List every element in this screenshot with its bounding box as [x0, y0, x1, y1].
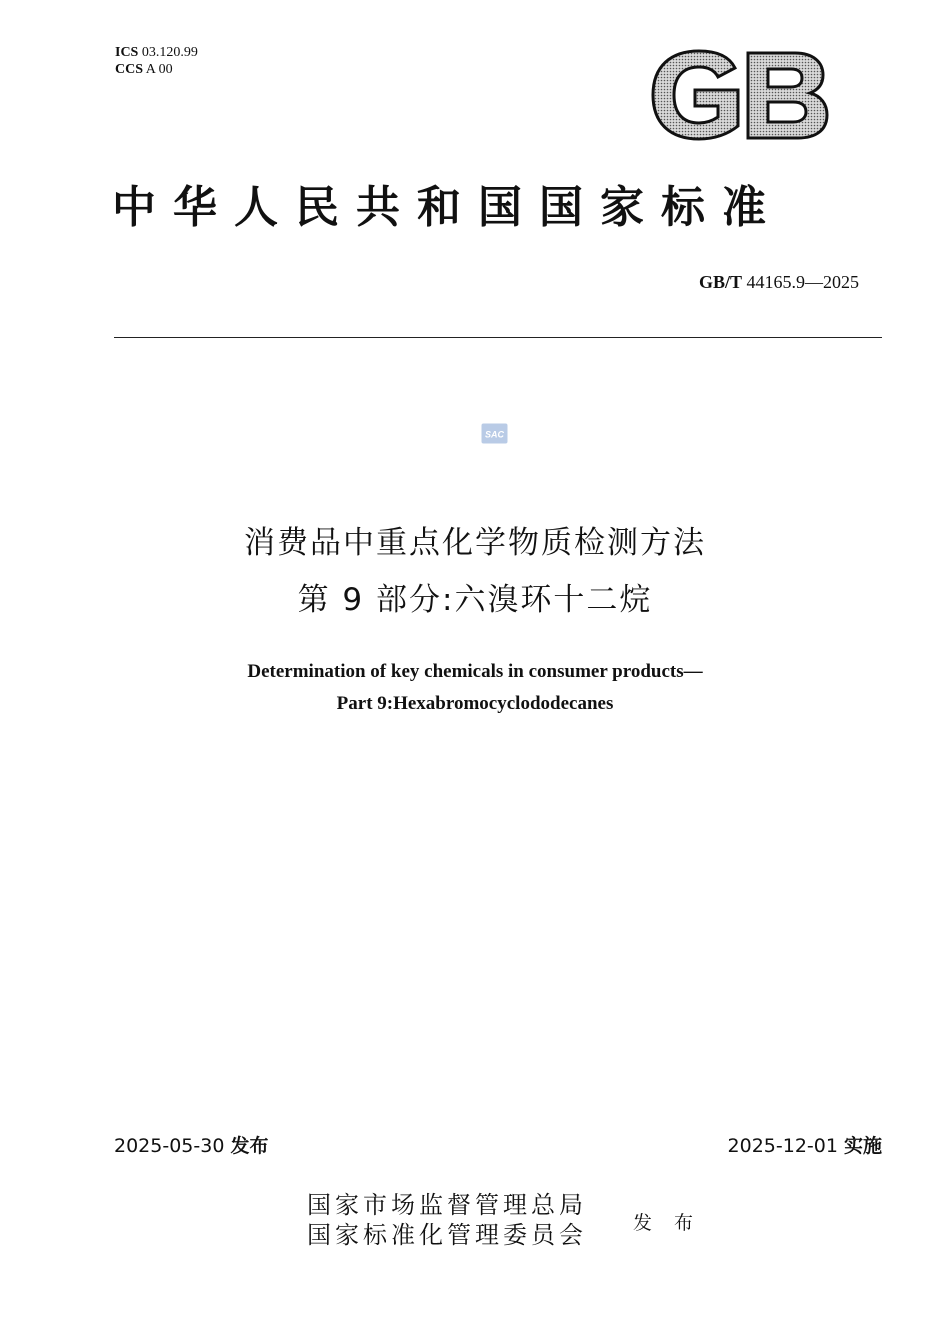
implementation-date-value: 2025-12-01 [727, 1135, 838, 1157]
implementation-date [728, 1131, 882, 1158]
issuer-2: 国家标准化管理委员会 [307, 1221, 587, 1249]
english-title-line1: Determination of key chemicals in consumer products— [247, 661, 703, 682]
standard-number [699, 272, 859, 293]
ccs-code: A 00 [145, 62, 173, 77]
issue-date-label: 发布 [230, 1135, 269, 1157]
standard-type-title: 中华人民共和国国家标准 [112, 182, 783, 233]
standard-number-prefix: GB/T [698, 272, 742, 292]
ics-line [115, 44, 198, 61]
classification-codes [115, 44, 198, 78]
ccs-line [115, 61, 198, 78]
sac-stamp-icon [481, 423, 508, 444]
gb-logo-icon [645, 46, 833, 144]
issuer-1: 国家市场监督管理总局 [307, 1191, 587, 1219]
header-divider [114, 337, 882, 338]
ics-code: 03.120.99 [141, 45, 198, 60]
issue-date [114, 1131, 268, 1158]
chinese-title-line2: 第 9 部分:六溴环十二烷 [297, 582, 653, 618]
chinese-title-line1: 消费品中重点化学物质检测方法 [244, 525, 706, 561]
publish-label: 发 布 [633, 1212, 702, 1234]
ics-label: ICS [115, 45, 139, 60]
issue-date-value: 2025-05-30 [114, 1135, 225, 1157]
sac-stamp-text: SAC [484, 429, 505, 440]
implementation-date-label: 实施 [843, 1135, 882, 1157]
english-title-line2: Part 9:Hexabromocyclododecanes [336, 693, 614, 714]
ccs-label: CCS [115, 62, 144, 77]
issuing-authorities [307, 1190, 587, 1250]
standard-number-value: 44165.9—2025 [746, 272, 859, 292]
